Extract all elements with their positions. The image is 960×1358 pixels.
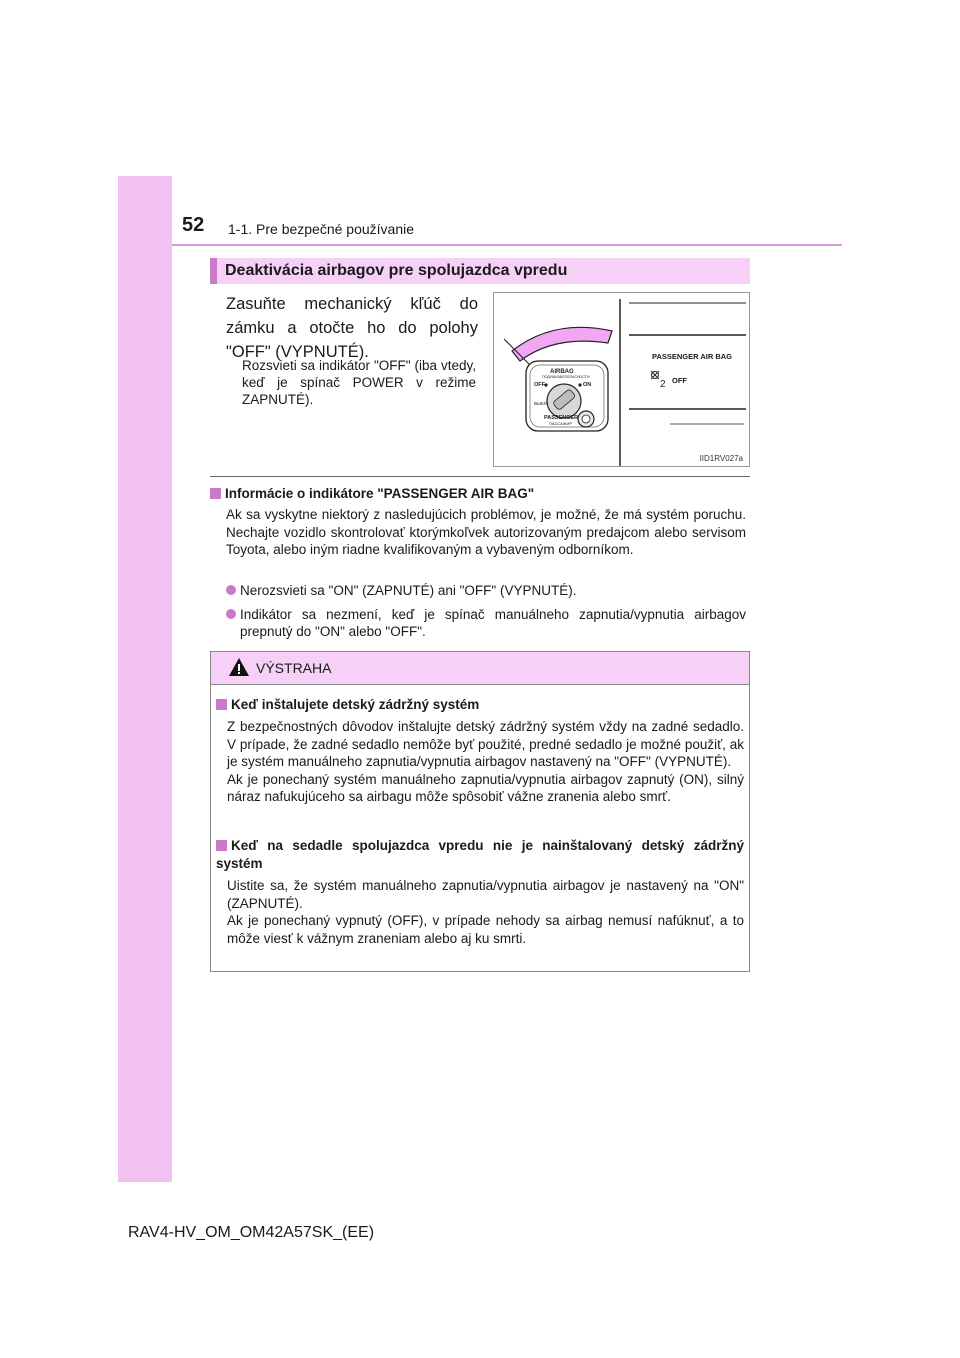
warning-item: [216, 696, 744, 806]
warning-box: [210, 651, 750, 972]
info-bullet-list: [226, 582, 746, 647]
bullet-text: Indikátor sa nezmení, keď je spínač manuálneho zapnutia/vypnutia airbagov prepnutý do "ON" alebo "OFF".: [240, 606, 746, 639]
bullet-text: Nerozsvieti sa "ON" (ZAPNUTÉ) ani "OFF" (VYPNUTÉ).: [240, 583, 577, 598]
airbag-switch-figure: [493, 292, 750, 467]
switch-label-passenger: PASSENGER: [544, 415, 579, 421]
step-note: Rozsvieti sa indikátor "OFF" (iba vtedy, keď je spínač POWER v režime ZAPNUTÉ).: [242, 358, 476, 407]
section-accent: [210, 258, 217, 284]
side-tab-bar: [118, 176, 172, 1182]
page-number: 52: [182, 214, 205, 236]
warning-triangle-icon: [228, 657, 250, 677]
header-rule: [172, 244, 842, 246]
switch-illustration: [494, 293, 751, 468]
svg-text:2: 2: [660, 379, 666, 390]
section-divider: [210, 476, 750, 477]
info-body: Ak sa vyskytne niektorý z nasledujúcich problémov, je možné, že má systém poruchu. Nechajte vozidlo skontrolovať ktorýmkoľvek autorizovaným predajcom alebo servisom Toyota, alebo iným riadne kvalifikovaným a vybaveným odborníkom.: [226, 507, 746, 557]
square-bullet-icon: [216, 699, 227, 710]
switch-label-ru: ПОДУШКАБЕЗОПАСНОСТИ: [542, 375, 590, 379]
info-heading: [210, 486, 534, 501]
airbag-off-icon: [651, 371, 666, 390]
info-heading-text: Informácie o indikátore "PASSENGER AIR BAG": [225, 486, 535, 501]
switch-label-off: OFF: [534, 382, 545, 388]
list-item: [226, 606, 746, 641]
square-bullet-icon: [216, 840, 227, 851]
figure-caption: IID1RV027a: [699, 454, 743, 463]
sticker-label: PASSENGER AIR BAG: [652, 352, 733, 361]
switch-label-on: ON: [583, 382, 592, 388]
section-heading-bar: [210, 258, 750, 284]
document-code: RAV4-HV_OM_OM42A57SK_(EE): [128, 1224, 375, 1241]
switch-label-vykl: ВЫКЛ: [534, 401, 547, 406]
chapter-title: 1-1. Pre bezpečné používanie: [228, 221, 415, 237]
warning-item-title: Keď inštalujete detský zádržný systém: [231, 697, 480, 712]
warning-item-body-2: Ak je ponechaný systém manuálneho zapnutia/vypnutia airbagov zapnutý (ON), silný náraz nafukujúceho sa airbagu môže spôsobiť vážne zranenia alebo smrť.: [227, 771, 744, 804]
switch-label-passenger-ru: ПАССАЖИР: [549, 421, 573, 426]
sticker-off-label: OFF: [672, 376, 687, 385]
list-item: [226, 582, 746, 600]
circle-bullet-icon: [226, 609, 236, 619]
warning-item-title: Keď na sedadle spolujazdca vpredu nie je nainštalovaný detský zádržný systém: [216, 838, 744, 871]
section-title: Deaktivácia airbagov pre spolujazdca vpredu: [225, 262, 568, 279]
warning-item: [216, 837, 744, 947]
step-instruction: Zasuňte mechanický kľúč do zámku a otočte ho do polohy "OFF" (VYPNUTÉ).: [226, 295, 478, 361]
circle-bullet-icon: [226, 585, 236, 595]
warning-item-body-2: Ak je ponechaný vypnutý (OFF), v prípade nehody sa airbag nemusí nafúknuť, a to môže viesť k vážnym zraneniam alebo aj ku smrti.: [227, 913, 744, 946]
warning-item-body: Z bezpečnostných dôvodov inštalujte detský zádržný systém vždy na zadné sedadlo. V prípade, že zadné sedadlo nemôže byť použité, predné sedadlo je možné použiť, ak je systém manuálneho zapnutia/vypnutia airbagov nastavený na "OFF" (VYPNUTÉ).: [227, 719, 744, 769]
warning-header: [211, 652, 749, 685]
switch-label-airbag: AIRBAG: [550, 369, 574, 375]
warning-item-body: Uistite sa, že systém manuálneho zapnutia/vypnutia airbagov je nastavený na "ON" (ZAPNUTÉ).: [227, 878, 744, 911]
square-bullet-icon: [210, 488, 221, 499]
warning-label: VÝSTRAHA: [256, 660, 332, 676]
